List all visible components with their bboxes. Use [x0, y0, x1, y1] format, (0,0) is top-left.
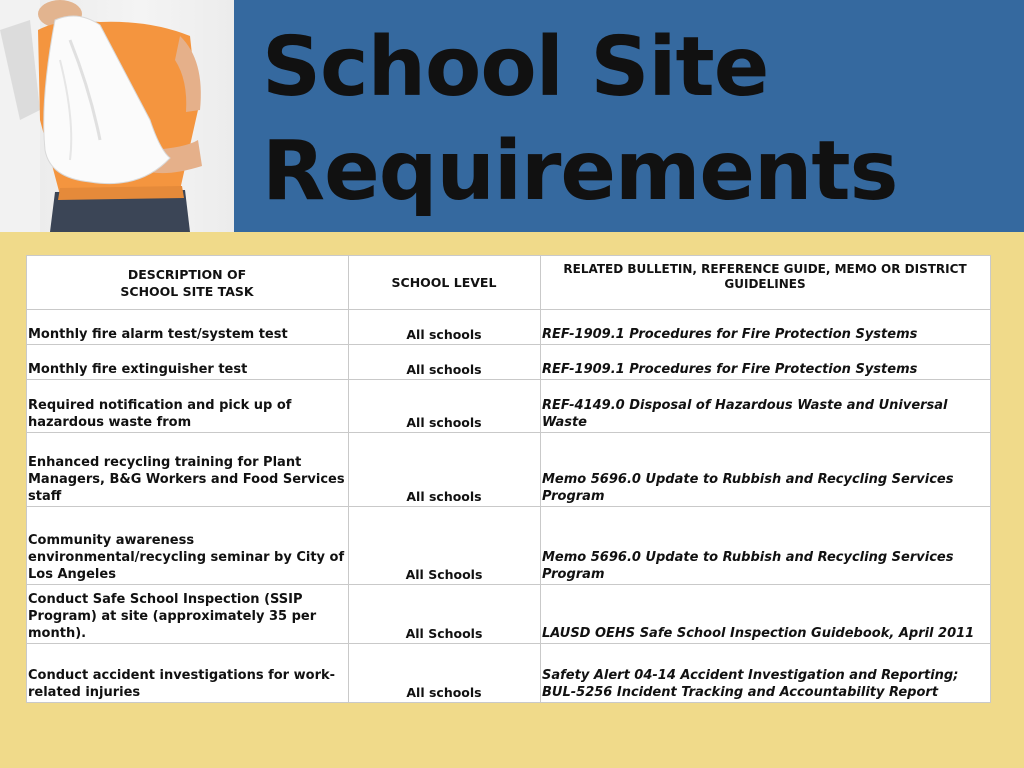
- header-related-guidelines: RELATED BULLETIN, REFERENCE GUIDE, MEMO OR DISTRICT GUIDELINES: [541, 256, 991, 310]
- task-cell: Conduct accident investigations for work-related injuries: [27, 644, 349, 703]
- header-photo: [0, 0, 234, 232]
- reference-cell: Safety Alert 04-14 Accident Investigation and Reporting; BUL-5256 Incident Tracking and Accountability Report: [541, 644, 991, 703]
- table-row: [27, 507, 991, 585]
- task-cell: Community awareness environmental/recycling seminar by City of Los Angeles: [27, 507, 349, 585]
- header-task: [27, 256, 349, 310]
- level-cell: All schools: [349, 345, 541, 380]
- table-row: [27, 644, 991, 703]
- level-cell: All schools: [349, 380, 541, 433]
- reference-cell: Memo 5696.0 Update to Rubbish and Recycling Services Program: [541, 507, 991, 585]
- level-cell: All Schools: [349, 507, 541, 585]
- task-cell: Monthly fire extinguisher test: [27, 345, 349, 380]
- reference-cell: REF-1909.1 Procedures for Fire Protection Systems: [541, 345, 991, 380]
- reference-cell: LAUSD OEHS Safe School Inspection Guidebook, April 2011: [541, 585, 991, 644]
- title-line-2: Requirements: [262, 124, 898, 219]
- level-cell: All Schools: [349, 585, 541, 644]
- level-cell: All schools: [349, 644, 541, 703]
- reference-cell: REF-1909.1 Procedures for Fire Protection Systems: [541, 310, 991, 345]
- table-row: [27, 310, 991, 345]
- table-row: [27, 585, 991, 644]
- level-cell: All schools: [349, 310, 541, 345]
- reference-cell: Memo 5696.0 Update to Rubbish and Recycling Services Program: [541, 433, 991, 507]
- table-header-row: [27, 256, 991, 310]
- task-cell: Conduct Safe School Inspection (SSIP Program) at site (approximately 35 per month).: [27, 585, 349, 644]
- injured-arm-sling-image: [0, 0, 234, 232]
- header-school-level: SCHOOL LEVEL: [349, 256, 541, 310]
- task-cell: Monthly fire alarm test/system test: [27, 310, 349, 345]
- task-cell: Enhanced recycling training for Plant Managers, B&G Workers and Food Services staff: [27, 433, 349, 507]
- task-cell: Required notification and pick up of hazardous waste from: [27, 380, 349, 433]
- reference-cell: REF-4149.0 Disposal of Hazardous Waste and Universal Waste: [541, 380, 991, 433]
- table-row: [27, 345, 991, 380]
- title-line-1: School Site: [262, 20, 769, 115]
- header-task-line-1: DESCRIPTION OF: [127, 266, 247, 282]
- requirements-table-container: [26, 255, 990, 703]
- page-title: [262, 16, 897, 224]
- table-row: [27, 380, 991, 433]
- header-task-line-2: SCHOOL SITE TASK: [120, 283, 254, 299]
- level-cell: All schools: [349, 433, 541, 507]
- table-row: [27, 433, 991, 507]
- requirements-table: [26, 255, 991, 703]
